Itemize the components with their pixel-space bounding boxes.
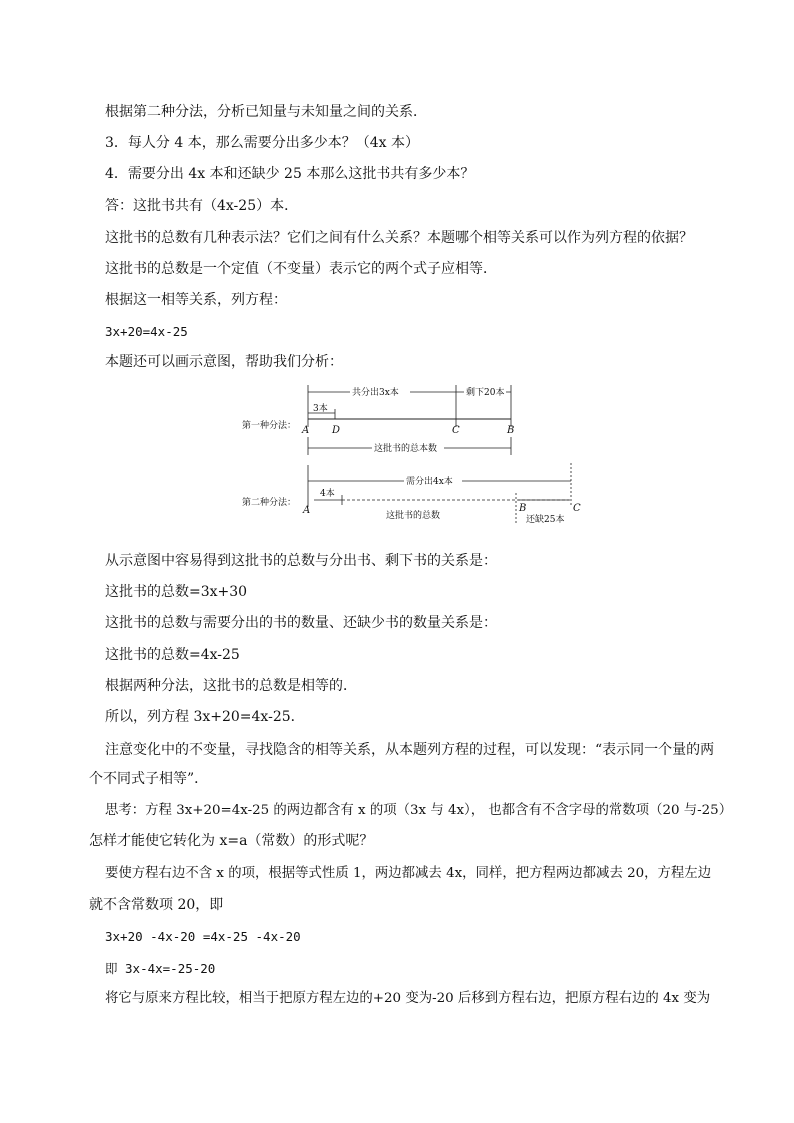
- schematic-diagram: [0, 375, 794, 525]
- point-label: B: [519, 503, 527, 514]
- point-label: A: [303, 505, 311, 516]
- method1-bottom: 这批书的总本数: [374, 444, 438, 454]
- text-line: 答：这批书共有（4x-25）本．: [105, 198, 299, 214]
- text-line: 从示意图中容易得到这批书的总数与分出书、剩下书的关系是：: [105, 553, 497, 569]
- text-line: 所以，列方程 3x+20=4x-25．: [105, 709, 305, 725]
- text-line: 4．需要分出 4x 本和还缺少 25 本那么这批书共有多少本？: [105, 166, 475, 182]
- text-line: 将它与原来方程比较，相当于把原方程左边的+20 变为-20 后移到方程右边，把原方程右边的 4x 变为: [105, 991, 711, 1006]
- method2-middle: 这批书的总数: [386, 511, 441, 521]
- equation-line: 3x+20 -4x-20 =4x-25 -4x-20: [105, 929, 301, 944]
- method2-shortage: 还缺25本: [526, 515, 565, 525]
- text-line: 本题还可以画示意图，帮助我们分析：: [105, 354, 343, 370]
- text-line: 要使方程右边不含 x 的项，根据等式性质 1，两边都减去 4x，同样，把方程两边都减去 20，方程左边: [105, 866, 712, 881]
- text-line: 这批书的总数有几种表示法？它们之间有什么关系？本题哪个相等关系可以作为列方程的依据？: [105, 230, 693, 246]
- method2-unit: 4本: [320, 489, 335, 499]
- text-line: 就不含常数项 20，即: [89, 897, 224, 913]
- text-line: 这批书的总数是一个定值（不变量）表示它的两个式子应相等．: [105, 261, 497, 277]
- point-label: D: [332, 425, 341, 436]
- text-line: 这批书的总数=4x-25: [105, 647, 240, 663]
- method1-label: 第一种分法：: [242, 421, 297, 431]
- text-line: 根据这一相等关系，列方程：: [105, 292, 287, 308]
- method2-label: 第二种分法：: [242, 498, 297, 508]
- method1-top-left: 共分出3x本: [352, 388, 399, 398]
- point-label: C: [573, 503, 581, 514]
- equation-line: 3x+20=4x-25: [105, 324, 188, 339]
- point-label: A: [302, 425, 310, 436]
- text-line: 这批书的总数与需要分出的书的数量、还缺少书的数量关系是：: [105, 615, 497, 631]
- text-line: 思考：方程 3x+20=4x-25 的两边都含有 x 的项（3x 与 4x）， 也都含有不含字母的常数项（20 与-25）: [105, 803, 733, 818]
- text-line: 注意变化中的不变量，寻找隐含的相等关系，从本题列方程的过程，可以发现：“表示同一个量的两: [105, 742, 715, 758]
- method2-top: 需分出4x本: [406, 477, 453, 487]
- text-line: 个不同式子相等”．: [89, 771, 209, 787]
- text-line: 怎样才能使它转化为 x=a（常数）的形式呢？: [89, 833, 374, 849]
- text-line: 根据第二种分法，分析已知量与未知量之间的关系．: [105, 104, 427, 120]
- method1-top-right: 剩下20本: [466, 388, 505, 398]
- text-line: 这批书的总数=3x+30: [105, 584, 248, 600]
- method1-unit: 3本: [313, 404, 328, 414]
- point-label: C: [452, 425, 460, 436]
- text-line: 根据两种分法，这批书的总数是相等的．: [105, 678, 357, 694]
- point-label: B: [507, 425, 515, 436]
- text-line: 3．每人分 4 本，那么需要分出多少本？（4x 本）: [105, 135, 419, 151]
- equation-line: 即 3x-4x=-25-20: [105, 961, 216, 976]
